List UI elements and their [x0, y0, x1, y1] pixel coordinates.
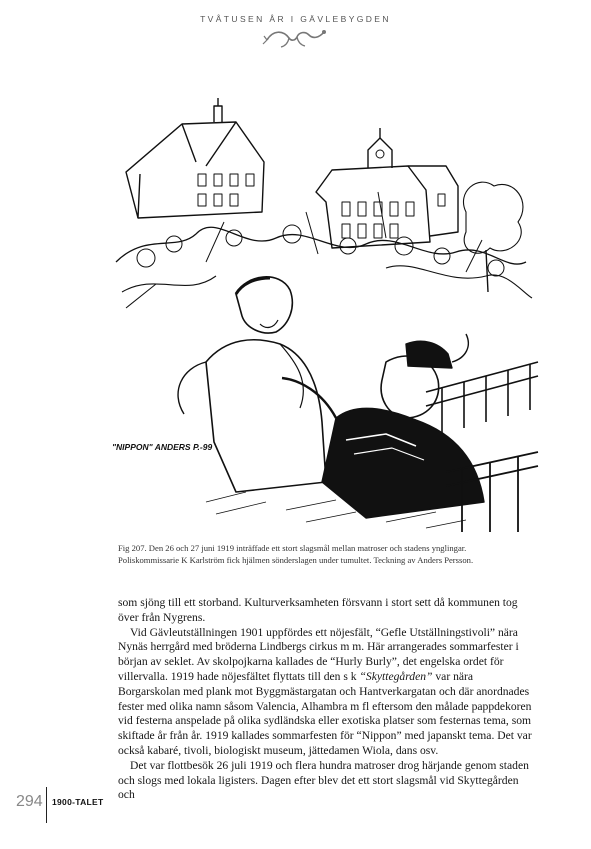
caption-line-1: Fig 207. Den 26 och 27 juni 1919 inträffade ett stort slagsmål mellan matroser och stadens ynglingar.	[118, 543, 467, 553]
running-header	[0, 14, 591, 48]
riot-illustration	[86, 62, 540, 532]
header-title: TVÅTUSEN ÅR I GÄVLEBYGDEN	[200, 14, 391, 24]
figure-caption	[118, 542, 558, 566]
paragraph-2-emphasis: “Skyttegården”	[359, 669, 433, 683]
paragraph-2-part-b: var nära Borgarskolan med plank mot Byggmästargatan och Hantverkargatan och där anordnades fester med olika namn såsom Valencia, Alhambra m fl eftersom den målade pappdekoren vid festerna anspelade på olika sydländska eller exotiska platser som festernas tema, som skiftade år från år. 1919 kallades sommarfesten för “Nippon” med japanskt tema. Det var också kabaré, tivoli, biologiskt museum, jättedamen Wiola, dans osv.	[118, 669, 532, 757]
page-number: 294	[16, 793, 43, 810]
caption-line-2: Poliskommissarie K Karlström fick hjälmen sönderslagen under tumultet. Teckning av Anders Persson.	[118, 555, 474, 565]
paragraph-2-part-a: Vid Gävleutställningen 1901 uppfördes ett nöjesfält, “Gefle Utställningstivoli” nära Nynäs herrgård med bröderna Lindbergs cirkus m m. Här arrangerades sommarfester i början av seklet. Av skolpojkarna kallades de “Hurly Burly”, det engelska ordet för villervalla. 1919 hade nöjesfältet flyttats till den s k	[118, 625, 519, 683]
dragon-ornament-icon	[261, 26, 331, 48]
page-footer	[0, 793, 140, 815]
illustration-signature: "NIPPON" ANDERS P.-99	[112, 442, 213, 452]
paragraph-3: Det var flottbesök 26 juli 1919 och flera hundra matroser drog härjande genom staden och slogs med lokala ligisters. Dagen efter blev det ett stort slagsmål vid Skyttegården och	[118, 758, 529, 802]
body-text	[118, 596, 536, 803]
footer-divider	[46, 787, 47, 823]
section-label: 1900-TALET	[52, 797, 104, 807]
paragraph-2	[118, 626, 536, 759]
paragraph-1: som sjöng till ett storband. Kulturverksamheten försvann i stort sett då kommunen tog över från Nygrens.	[118, 596, 518, 624]
